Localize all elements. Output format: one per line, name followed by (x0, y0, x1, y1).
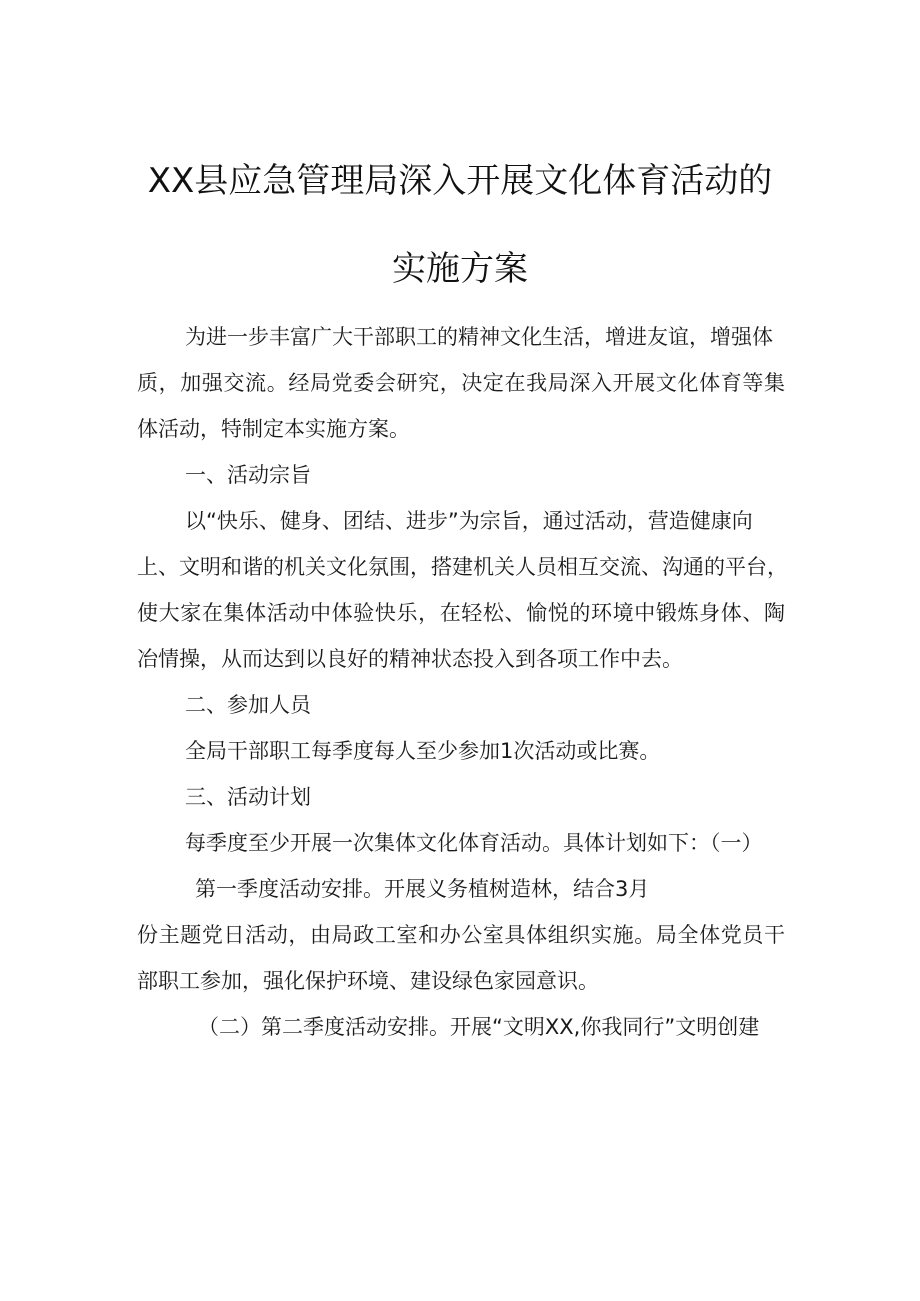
document-title-line-1: XX县应急管理局深入开展文化体育活动的 (147, 161, 773, 201)
purpose-line-1: 以“快乐、健身、团结、进步”为宗旨，通过活动，营造健康向 (185, 509, 753, 533)
intro-line-3: 体活动，特制定本实施方案。 (137, 417, 410, 441)
plan-line-3: 份主题党日活动，由局政工室和办公室具体组织实施。局全体党员干 (137, 923, 785, 947)
plan-line-4: 部职工参加，强化保护环境、建设绿色家园意识。 (137, 969, 599, 993)
purpose-line-4: 冶情操，从而达到以良好的精神状态投入到各项工作中去。 (137, 647, 683, 671)
purpose-line-2: 上、文明和谐的机关文化氛围，搭建机关人员相互交流、沟通的平台， (137, 555, 788, 579)
intro-line-1: 为进一步丰富广大干部职工的精神文化生活，增进友谊，增强体 (185, 325, 773, 349)
plan-line-2: 第一季度活动安排。开展义务植树造林，结合3月 (195, 877, 650, 901)
plan-line-5: （二）第二季度活动安排。开展“文明XX,你我同行”文明创建 (198, 1015, 760, 1039)
intro-line-2: 质，加强交流。经局党委会研究，决定在我局深入开展文化体育等集 (137, 371, 785, 395)
document-title-line-2: 实施方案 (392, 249, 528, 289)
section-heading-purpose: 一、活动宗旨 (185, 463, 311, 487)
purpose-line-3: 使大家在集体活动中体验快乐，在轻松、愉悦的环境中锻炼身体、陶 (137, 601, 785, 625)
section-heading-participants: 二、参加人员 (185, 693, 311, 717)
section-heading-plan: 三、活动计划 (185, 785, 311, 809)
participants-line: 全局干部职工每季度每人至少参加1次活动或比赛。 (185, 739, 661, 763)
plan-line-1: 每季度至少开展一次集体文化体育活动。具体计划如下：（一） (185, 831, 763, 855)
